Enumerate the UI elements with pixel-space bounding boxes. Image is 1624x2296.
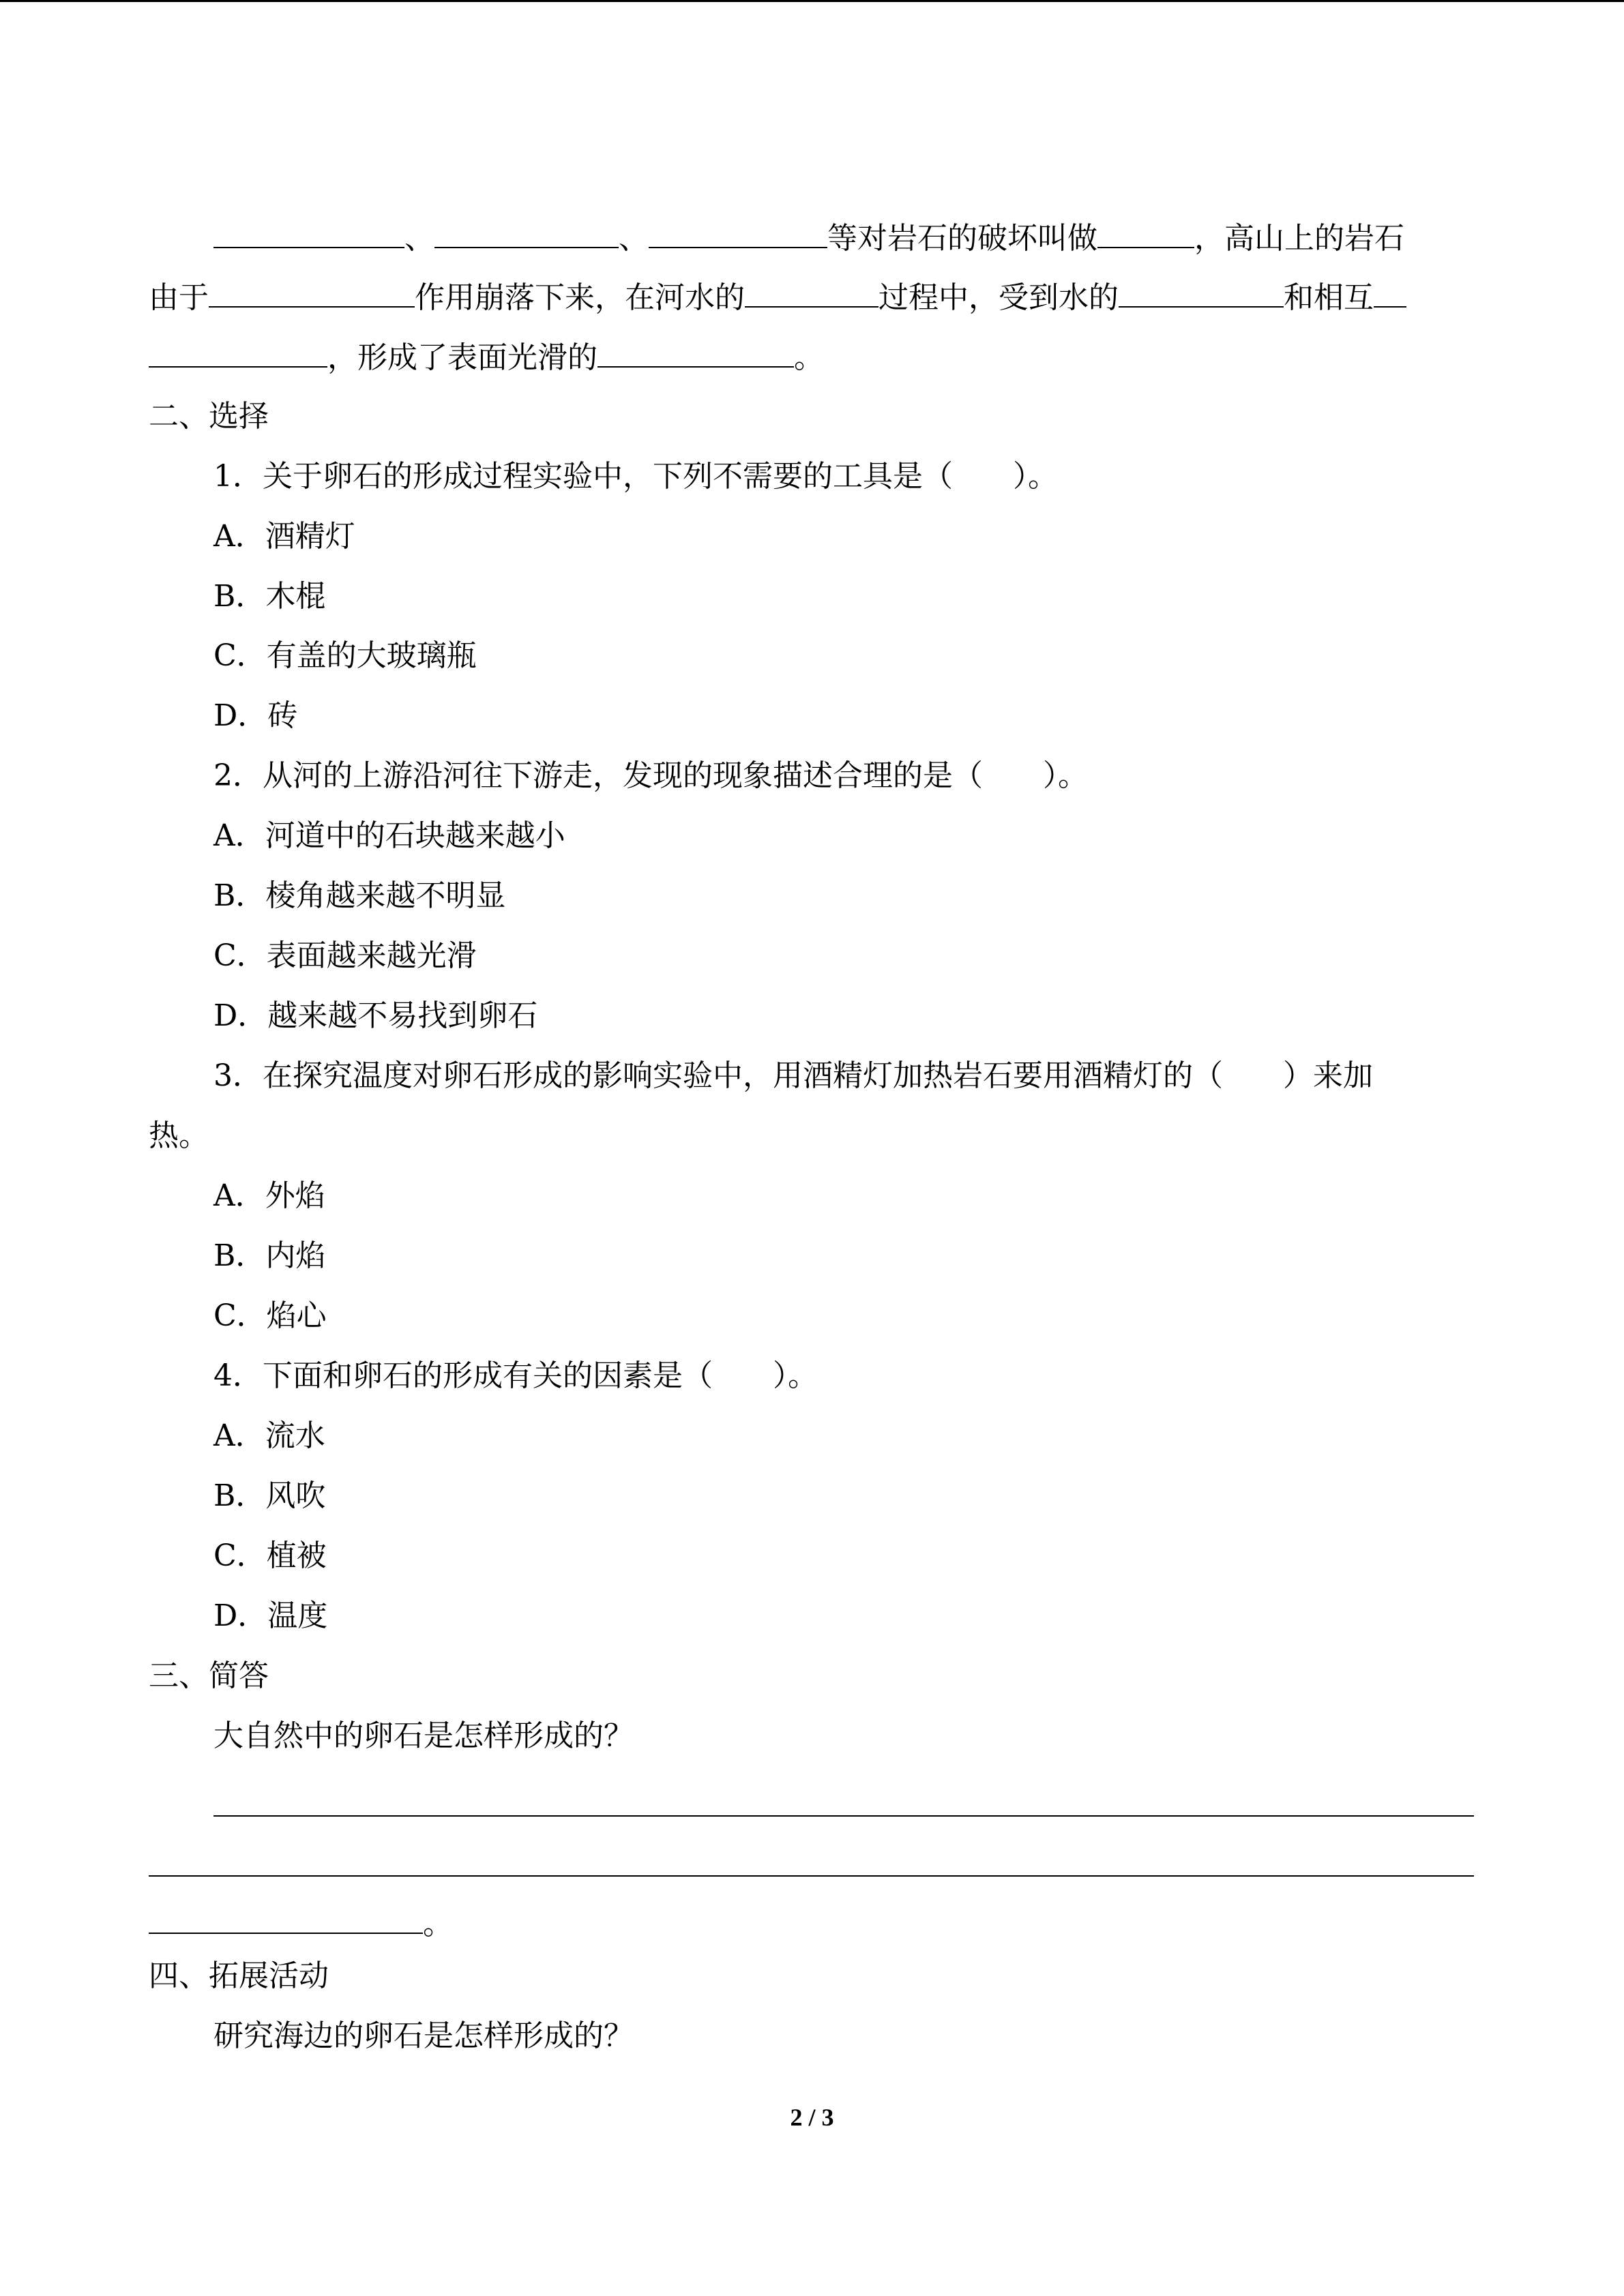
choice-option[interactable]: A．外焰	[213, 1178, 325, 1213]
answer-line[interactable]	[149, 1875, 1474, 1877]
answer-blank[interactable]	[649, 217, 827, 248]
choice-option[interactable]: B．风吹	[213, 1478, 326, 1513]
blank-text: 等对岩石的破坏叫做	[827, 221, 1097, 256]
fill-blank-line-2	[149, 276, 1406, 317]
extension-question: 研究海边的卵石是怎样形成的？	[213, 2018, 634, 2053]
short-answer-question: 大自然中的卵石是怎样形成的？	[213, 1718, 634, 1753]
choice-option[interactable]: C．植被	[213, 1538, 327, 1573]
question-stem-continued: 热。	[149, 1118, 209, 1153]
choice-option[interactable]: B．棱角越来越不明显	[213, 878, 506, 913]
answer-blank[interactable]	[745, 276, 879, 308]
blank-text: 和相互	[1284, 280, 1374, 315]
answer-blank[interactable]	[434, 217, 619, 248]
fill-blank-line-3	[149, 336, 824, 377]
answer-line[interactable]	[213, 1815, 1474, 1817]
fill-blank-line-1	[213, 217, 1404, 258]
blank-text: 作用崩落下来，在河水的	[415, 280, 745, 315]
answer-blank[interactable]	[149, 336, 327, 368]
answer-blank[interactable]	[149, 1903, 423, 1934]
answer-blank[interactable]	[213, 217, 404, 248]
section-heading: 二、选择	[149, 399, 269, 434]
answer-blank[interactable]	[1119, 276, 1284, 308]
blank-text: 由于	[149, 280, 209, 315]
blank-text: 过程中，受到水的	[879, 280, 1119, 315]
choice-option[interactable]: D．越来越不易找到卵石	[213, 998, 538, 1033]
blank-text: ，形成了表面光滑的	[327, 340, 597, 375]
question-stem: 4．下面和卵石的形成有关的因素是（ ）。	[213, 1358, 818, 1393]
choice-option[interactable]: A．河道中的石块越来越小	[213, 818, 565, 853]
page-number: 2 / 3	[790, 2104, 834, 2131]
choice-option[interactable]: B．内焰	[213, 1238, 326, 1273]
blank-text: ，高山上的岩石	[1194, 221, 1404, 256]
section-heading: 三、简答	[149, 1658, 269, 1693]
choice-option[interactable]: C．焰心	[213, 1298, 327, 1333]
choice-option[interactable]: C．表面越来越光滑	[213, 938, 477, 973]
choice-option[interactable]: A．流水	[213, 1418, 325, 1453]
separator: 、	[619, 221, 649, 256]
choice-option[interactable]: A．酒精灯	[213, 519, 355, 554]
answer-blank[interactable]	[597, 336, 794, 368]
separator: 、	[404, 221, 434, 256]
choice-option[interactable]: B．木棍	[213, 579, 326, 614]
answer-blank[interactable]	[1374, 276, 1406, 308]
answer-blank[interactable]	[1097, 217, 1194, 248]
section-heading: 四、拓展活动	[149, 1958, 329, 1993]
choice-option[interactable]: C．有盖的大玻璃瓶	[213, 638, 477, 673]
choice-option[interactable]: D．砖	[213, 698, 298, 733]
question-stem: 3．在探究温度对卵石形成的影响实验中，用酒精灯加热岩石要用酒精灯的（ ）来加	[213, 1058, 1373, 1093]
answer-blank[interactable]	[209, 276, 415, 308]
answer-line-final	[149, 1903, 453, 1943]
blank-text: 。	[794, 340, 824, 375]
question-stem: 1．关于卵石的形成过程实验中，下列不需要的工具是（ ）。	[213, 459, 1058, 494]
question-stem: 2．从河的上游沿河往下游走，发现的现象描述合理的是（ ）。	[213, 758, 1088, 793]
answer-end-mark: 。	[423, 1907, 453, 1941]
choice-option[interactable]: D．温度	[213, 1598, 328, 1633]
